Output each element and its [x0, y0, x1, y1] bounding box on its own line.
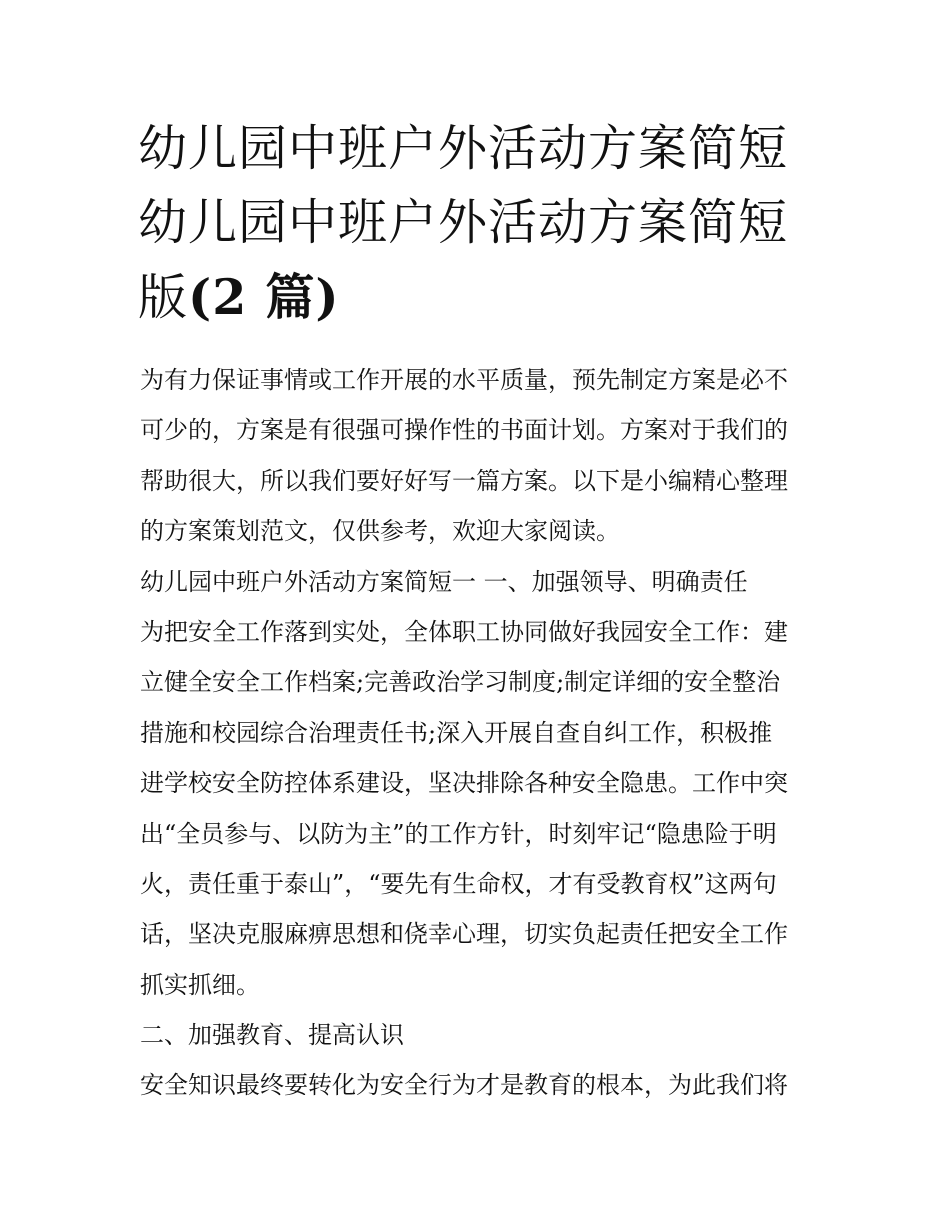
title-line-1: 幼儿园中班户外活动方案简短 — [138, 120, 789, 177]
body-line: 话，坚决克服麻痹思想和侥幸心理，切实负起责任把安全工作 — [140, 920, 788, 949]
body-line: 帮助很大，所以我们要好好写一篇方案。以下是小编精心整理 — [140, 466, 788, 495]
body-line: 安全知识最终要转化为安全行为才是教育的根本，为此我们将 — [140, 1071, 788, 1100]
document-body — [140, 355, 820, 1111]
body-line: 出“全员参与、以防为主”的工作方针，时刻牢记“隐患险于明 — [140, 819, 777, 848]
body-line: 立健全安全工作档案;完善政治学习制度;制定详细的安全整治 — [140, 668, 781, 697]
title-line-3 — [138, 260, 818, 335]
section-heading-1: 幼儿园中班户外活动方案简短一 一、加强领导、明确责任 — [140, 567, 748, 596]
body-line: 为把安全工作落到实处，全体职工协同做好我园安全工作：建 — [140, 617, 788, 646]
body-line: 火，责任重于泰山”，“要先有生命权，才有受教育权”这两句 — [140, 869, 777, 898]
body-line: 为有力保证事情或工作开展的水平质量，预先制定方案是必不 — [140, 366, 788, 394]
title-suffix: (2 篇) — [188, 268, 340, 326]
body-line: 进学校安全防控体系建设，坚决排除各种安全隐患。工作中突 — [140, 769, 788, 798]
body-line: 的方案策划范文，仅供参考，欢迎大家阅读。 — [140, 517, 620, 546]
body-line: 措施和校园综合治理责任书;深入开展自查自纠工作，积极推 — [140, 718, 773, 747]
document-title — [138, 112, 818, 335]
section-heading-2: 二、加强教育、提高认识 — [140, 1021, 404, 1050]
title-line-3-text: 版 — [138, 269, 189, 326]
title-line-2: 幼儿园中班户外活动方案简短 — [138, 194, 789, 251]
body-line: 可少的，方案是有很强可操作性的书面计划。方案对于我们的 — [140, 416, 788, 445]
body-line: 抓实抓细。 — [140, 970, 260, 999]
